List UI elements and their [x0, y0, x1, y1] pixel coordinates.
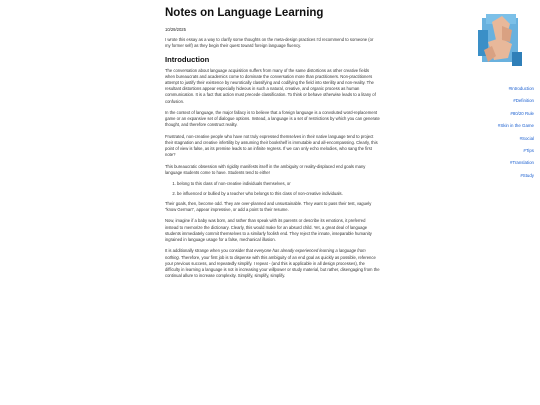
numbered-list [165, 181, 380, 196]
list-item: 2. be influenced or bullied by a teacher who belongs to this class of non-creative individuals. [177, 191, 380, 197]
paragraph-text: It is additionally strange when you consider that [165, 248, 255, 254]
tag-link-translation[interactable]: #Translation [510, 160, 534, 166]
article-date: 10/29/2025 [165, 27, 186, 32]
tag-link-study[interactable]: #Study [520, 172, 534, 178]
tag-link-definition[interactable]: #Definition [513, 98, 534, 104]
list-item: 1. belong to this class of non-creative individuals themselves, or [177, 181, 380, 187]
paragraph: Frustrated, non-creative people who have not truly expressed themselves in their native language tend to project their stagnation and creative infertility by assuming their bookshelf is immutable and all-encompassing. Clearly, this point of view is false, as its premise leads to an infinite regress. If we can only echo melodies, who sang the first note? [165, 133, 378, 158]
tag-link-social[interactable]: #Social [519, 135, 534, 141]
hands-illustration [478, 12, 524, 68]
tag-link-tips[interactable]: #Tips [523, 147, 534, 153]
paragraph [165, 248, 380, 279]
tag-link-skin-in-the-game[interactable]: #Skin in the Game [497, 123, 534, 129]
paragraph: Now, imagine if a baby was born, and rather than speak with its parents or describe its emotions, it preferred instead to memorize the dictionary. Clearly, this would make for an absurd child. Yet, a great deal of language students immediately commit themselves to a similarly foolish end. They reject the innate, inseparable humanity ingrained in language usage for a false, mechanical illusion. [165, 218, 372, 242]
intro-paragraph: I wrote this essay as a way to clarify some thoughts on the meta-design practices I'd recommend to someone (or my former self) as they begin their quest toward foreign language fluency. [165, 37, 374, 49]
tag-link-80-20-rule[interactable]: #80/20 Rule [510, 110, 534, 116]
paragraph: The conversation about language acquisition suffers from many of the same distortions as other creative fields when bureaucrats and academics come to dominate the conversation more than practitioners. Non-practitioners attempt to justify their existence by neurotically classifying and codifying the field into sterility and non-reality. The resultant distortions appear especially hideous in such a natural, creative, and organic process as human communication. It is a fact that action must precede classification. To think or behave otherwise leads to a litany of confusion. [165, 67, 376, 104]
emphasis-text: everyone has already experienced learning a language from nothing. [165, 248, 366, 260]
paragraph-text: Therefore, your first job is to dispense with this ambiguity of an end goal as quickly as possible, reference your previous success, and repeatedly simplify. I repeat - (and this is applicable in all design processes), the difficulty in learning a language is not in increasing your willpower or study material, but rather, disengaging from the continual allure to increase complexity. Simplify, simplify, simplify. [165, 254, 380, 279]
paragraph: Their goals, then, become odd. They are over-planned and unsustainable. They want to pass their test, vaguely "know German", appear impressive, or add a point to their resume. [165, 200, 372, 212]
article [165, 0, 380, 285]
tag-link-introduction[interactable]: #Introduction [508, 86, 534, 91]
section-heading: Introduction [165, 54, 210, 64]
paragraph: In the context of language, the major fallacy is to believe that a foreign language is a convoluted word-replacement game or an expansive set of dialogue options. Instead, a language is a set of restrictions by which you can generate thought, and therefore construct reality. [165, 110, 380, 128]
paragraph: This bureaucratic obsession with rigidity manifests itself in the ambiguity or reality-displaced end goals many language students come to have. Students tend to either [165, 163, 366, 175]
tag-list [498, 86, 534, 185]
page-title: Notes on Language Learning [165, 7, 324, 19]
